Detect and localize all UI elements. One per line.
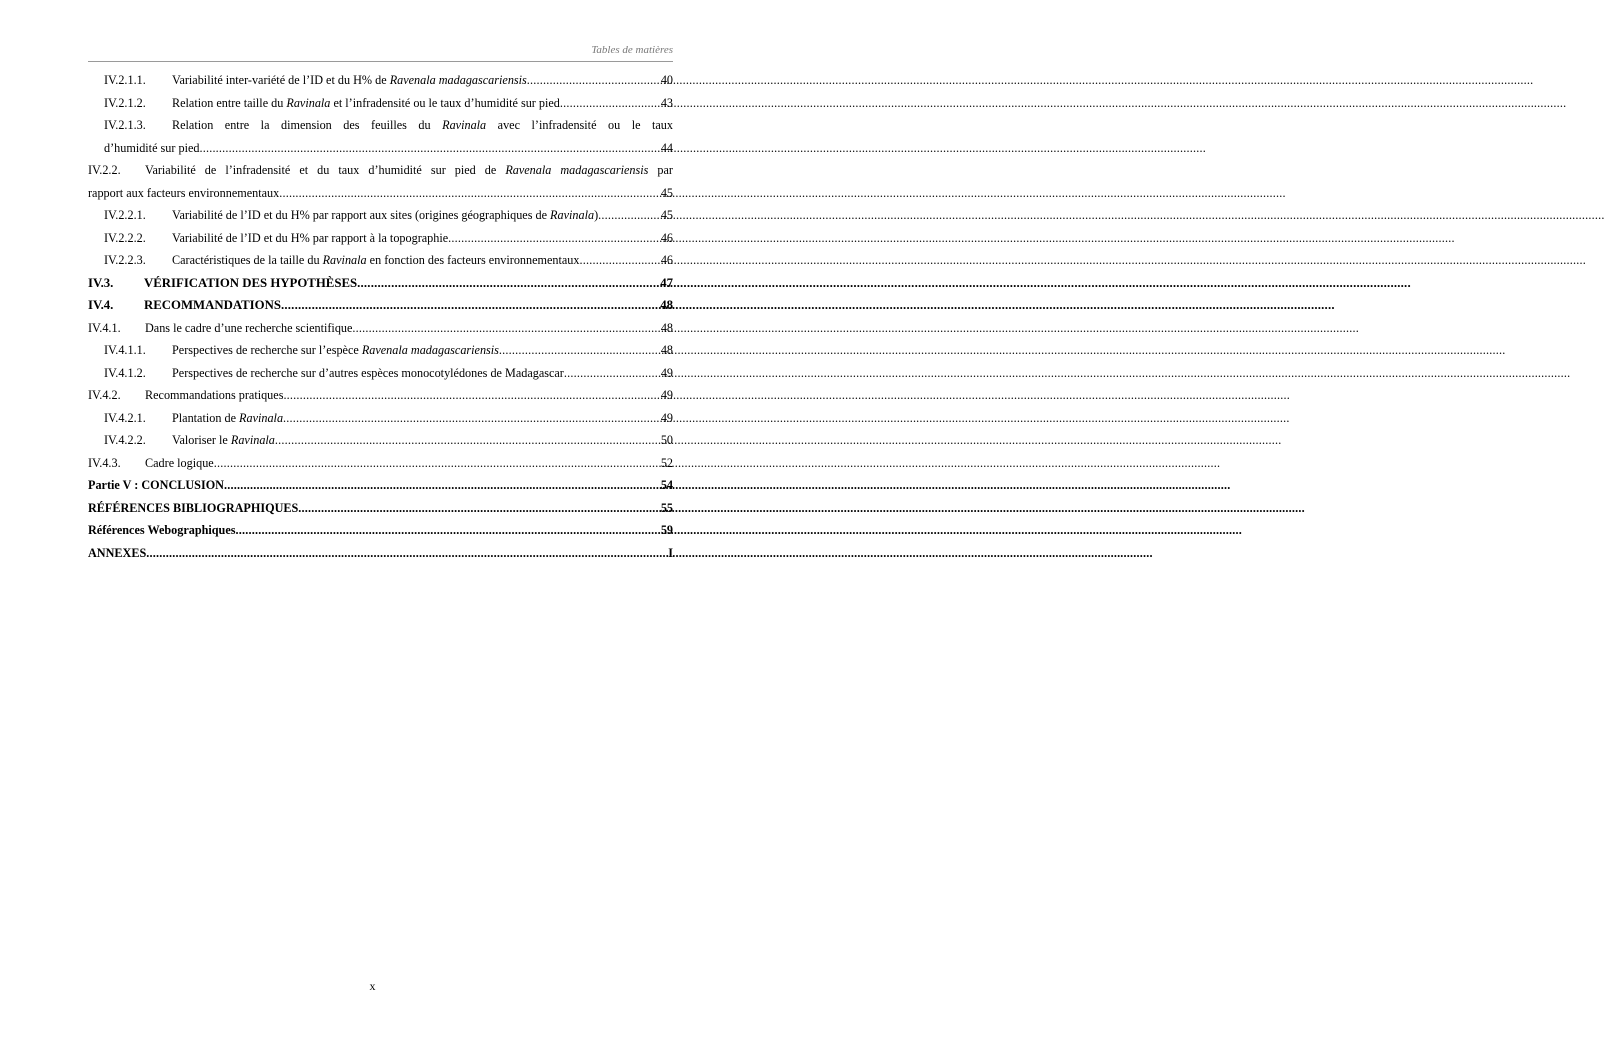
toc-title: Perspectives de recherche sur d’autres espèces monocotylédones de Madagascar — [172, 365, 564, 380]
toc-entry[interactable] — [88, 227, 673, 250]
toc-title: Variabilité inter-variété de l’ID et du H% de Ravenala madagascariensis — [172, 73, 527, 87]
toc-page: 50 — [660, 433, 673, 447]
dot-leader — [580, 249, 660, 272]
toc-title: VÉRIFICATION DES HYPOTHÈSES — [144, 275, 358, 290]
dot-leader — [564, 362, 660, 385]
dot-leader — [352, 317, 659, 340]
dot-leader — [275, 429, 660, 452]
toc-number: IV.2.2.2. — [104, 230, 146, 245]
toc-page: 44 — [660, 140, 673, 155]
toc-page: 45 — [660, 185, 673, 200]
toc-number: IV.4.1.1. — [104, 343, 146, 357]
toc-entry[interactable] — [88, 249, 673, 272]
toc-entry[interactable] — [88, 519, 673, 542]
dot-leader — [560, 92, 660, 115]
dot-leader — [283, 407, 660, 430]
toc-title: Variabilité de l’infradensité et du taux d’humidité sur pied de Ravenala madagascariensis par — [145, 163, 673, 177]
dot-leader — [598, 204, 660, 227]
toc-title: Relation entre la dimension des feuilles du Ravinala avec l’infradensité ou le taux — [172, 118, 673, 132]
toc-title: Plantation de Ravinala — [172, 410, 284, 425]
toc-title: d’humidité sur pied — [104, 140, 200, 155]
toc-entry[interactable] — [88, 474, 673, 497]
toc-page: 48 — [660, 320, 673, 335]
toc-number: IV.4. — [88, 298, 114, 312]
dot-leader — [214, 452, 660, 475]
toc-number: IV.4.2. — [88, 388, 121, 402]
toc-number: IV.4.1. — [88, 320, 121, 335]
dot-leader — [357, 272, 659, 295]
toc-title: Perspectives de recherche sur l’espèce Ravenala madagascariensis — [172, 343, 499, 357]
dot-leader — [224, 474, 660, 497]
toc-number: IV.2.1.3. — [104, 118, 146, 132]
toc-entry[interactable] — [88, 317, 673, 340]
toc-number: IV.2.1.1. — [104, 73, 146, 87]
toc-title: RECOMMANDATIONS — [144, 298, 281, 312]
toc-entry[interactable] — [88, 362, 673, 385]
toc-title: Cadre logique — [145, 455, 214, 470]
toc-entry[interactable] — [88, 384, 673, 407]
toc-page: 47 — [660, 275, 673, 290]
toc-entry[interactable] — [88, 339, 673, 362]
toc-title: Relation entre taille du Ravinala et l’infradensité ou le taux d’humidité sur pied — [172, 95, 560, 110]
toc-number: IV.4.3. — [88, 455, 121, 470]
toc-entry[interactable] — [88, 429, 673, 452]
dot-leader — [236, 519, 660, 542]
running-header-title: Tables de matières — [591, 44, 673, 56]
toc-title: Variabilité de l’ID et du H% par rapport aux sites (origines géographiques de Ravinala) — [172, 208, 599, 222]
toc-entry[interactable] — [88, 497, 673, 520]
toc-page: 43 — [660, 95, 673, 110]
dot-leader — [199, 137, 659, 160]
toc-title: Caractéristiques de la taille du Ravinala en fonction des facteurs environnementaux — [172, 253, 580, 267]
toc-title: Dans le cadre d’une recherche scientifique — [145, 320, 353, 335]
toc-entry[interactable] — [88, 204, 673, 227]
toc-title: Références Webographiques — [88, 523, 236, 537]
dot-leader — [527, 69, 660, 92]
toc-number: IV.4.2.1. — [104, 410, 146, 425]
toc-number: IV.2.2.3. — [104, 253, 146, 267]
toc-title: RÉFÉRENCES BIBLIOGRAPHIQUES — [88, 500, 299, 515]
toc-entry[interactable] — [88, 452, 673, 475]
toc-title: ANNEXES — [88, 545, 147, 560]
toc-number: IV.2.2.1. — [104, 208, 146, 222]
toc-page: 52 — [660, 455, 673, 470]
table-of-contents — [88, 69, 673, 564]
toc-entry[interactable] — [88, 407, 673, 430]
toc-entry[interactable] — [88, 69, 673, 92]
toc-number: IV.4.1.2. — [104, 365, 146, 380]
dot-leader — [279, 182, 660, 205]
toc-page: I — [668, 545, 673, 560]
toc-page: 45 — [660, 208, 673, 222]
toc-entry[interactable] — [88, 294, 673, 317]
toc-page: 54 — [660, 478, 673, 492]
toc-page: 49 — [660, 388, 673, 402]
toc-page: 49 — [660, 365, 673, 380]
toc-page: 48 — [660, 343, 673, 357]
dot-leader — [298, 497, 660, 520]
toc-page: 49 — [660, 410, 673, 425]
toc-entry-continuation[interactable] — [88, 182, 673, 205]
toc-page: 46 — [660, 253, 673, 267]
dot-leader — [146, 542, 667, 565]
toc-entry[interactable] — [88, 92, 673, 115]
toc-title: Valoriser le Ravinala — [172, 433, 275, 447]
toc-number: IV.4.2.2. — [104, 433, 146, 447]
toc-entry[interactable] — [88, 542, 673, 565]
toc-page: 55 — [660, 500, 673, 515]
toc-entry-continuation[interactable] — [88, 137, 673, 160]
toc-number: IV.3. — [88, 275, 114, 290]
toc-number: IV.2.1.2. — [104, 95, 146, 110]
toc-entry[interactable] — [88, 272, 673, 295]
page-number: x — [369, 979, 376, 993]
toc-page: 40 — [660, 73, 673, 87]
toc-title: Recommandations pratiques — [145, 388, 284, 402]
dot-leader — [281, 294, 659, 317]
toc-entry[interactable] — [88, 114, 673, 137]
toc-page: 48 — [660, 298, 673, 312]
toc-number: IV.2.2. — [88, 163, 121, 177]
toc-title: rapport aux facteurs environnementaux — [88, 185, 280, 200]
toc-entry[interactable] — [88, 159, 673, 182]
dot-leader — [448, 227, 660, 250]
toc-title: Partie V : CONCLUSION — [88, 478, 224, 492]
toc-title: Variabilité de l’ID et du H% par rapport à la topographie — [172, 230, 449, 245]
dot-leader — [283, 384, 659, 407]
toc-page: 59 — [660, 523, 673, 537]
dot-leader — [499, 339, 660, 362]
header-divider — [88, 61, 673, 62]
toc-page: 46 — [660, 230, 673, 245]
